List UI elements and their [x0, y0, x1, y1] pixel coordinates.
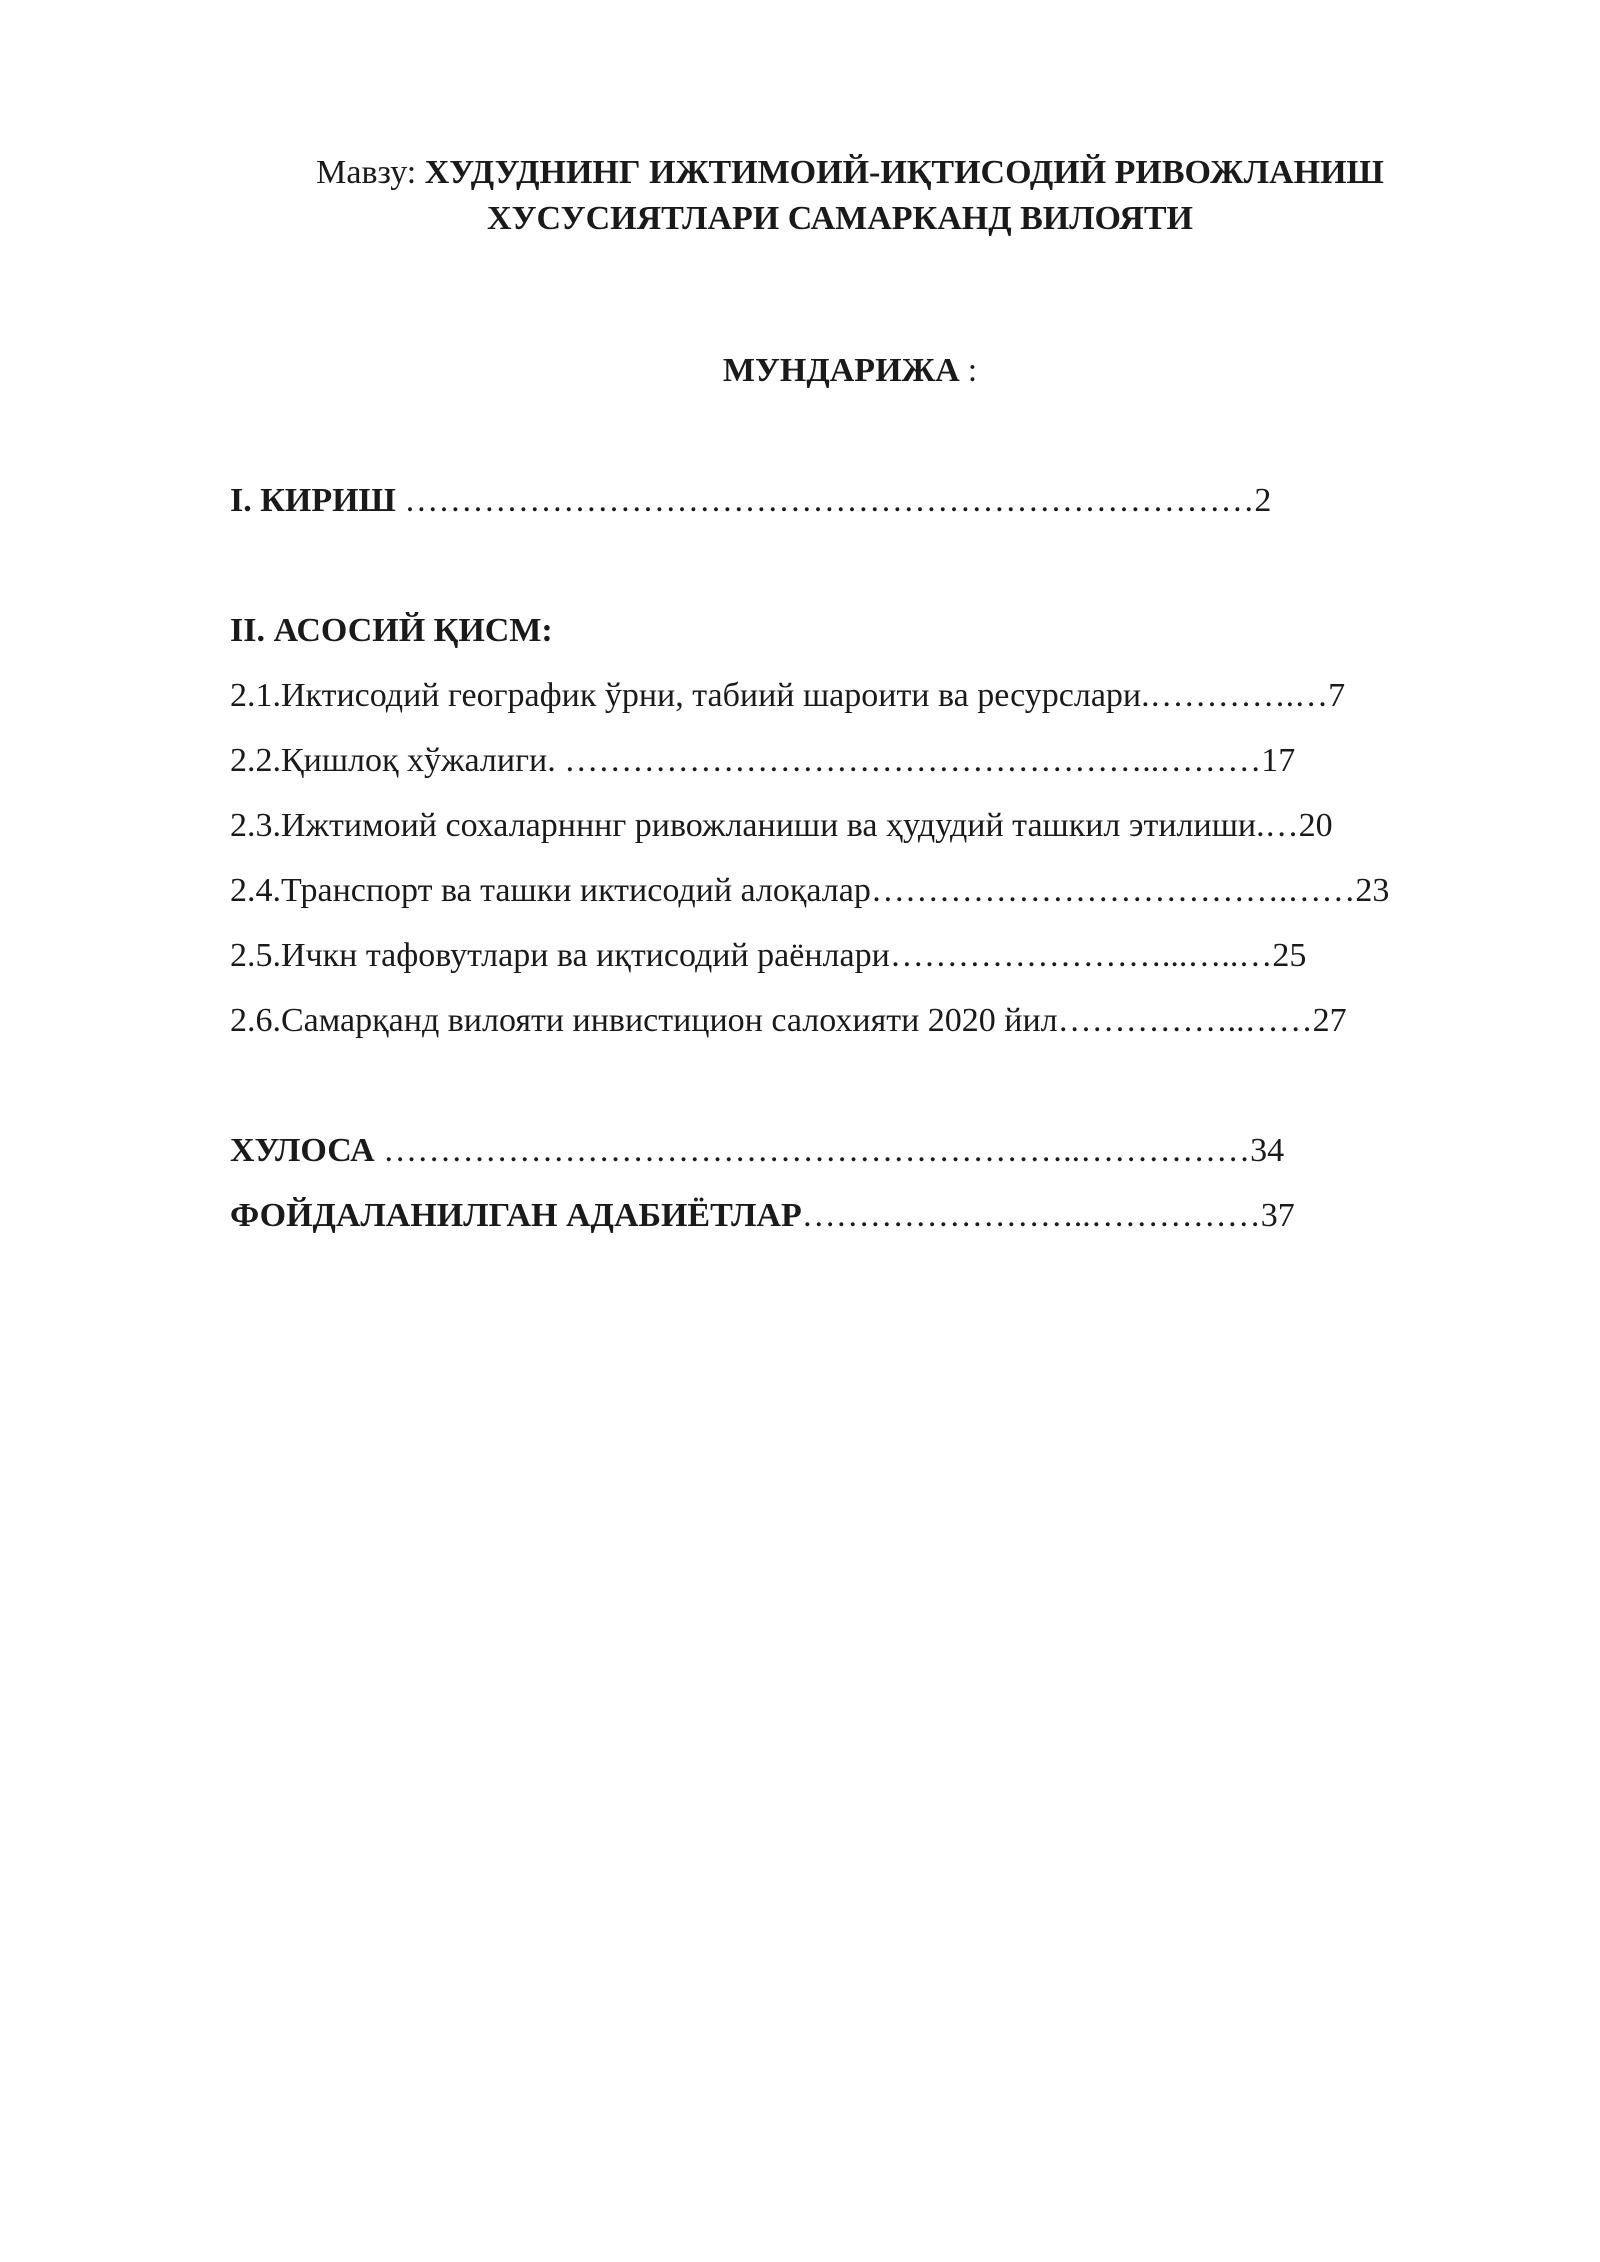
- topic-title-line-2: ХУСУСИЯТЛАРИ САМАРКАНД ВИЛОЯТИ: [487, 200, 1193, 237]
- toc-heading-colon: :: [967, 352, 978, 389]
- toc-entry-main-part: [230, 608, 553, 654]
- toc-entry-label: I. КИРИШ: [230, 482, 396, 519]
- toc-entry-section: [230, 998, 1347, 1044]
- toc-entry-label: II. АСОСИЙ ҚИСМ:: [230, 612, 553, 649]
- toc-entry-text: 2.2.Қишлоқ хўжалиги.: [230, 742, 565, 779]
- toc-entry-page: 27: [1312, 1002, 1347, 1039]
- toc-entry-label: ФОЙДАЛАНИЛГАН АДАБИЁТЛАР: [230, 1197, 802, 1234]
- topic-title: [0, 150, 1600, 242]
- toc-entry-page: 37: [1260, 1197, 1295, 1234]
- toc-entry-page: 23: [1355, 872, 1390, 909]
- toc-entry-page: 34: [1250, 1132, 1285, 1169]
- toc-entry-dots: ……………………………………………………..……………: [374, 1132, 1251, 1169]
- toc-entry-text: 2.3.Ижтимоий сохаларнннг ривожланиши ва ҳудудий ташкил этилиши.: [230, 807, 1265, 844]
- toc-entry-page: 20: [1298, 807, 1333, 844]
- toc-heading: [0, 348, 1600, 394]
- toc-entry-page: 25: [1272, 937, 1307, 974]
- toc-entry-dots: ……………………………………………..………: [564, 742, 1262, 779]
- toc-entry-text: 2.5.Ичкн тафовутлари ва иқтисодий раёнлари: [230, 937, 890, 974]
- toc-entry-section: [230, 933, 1306, 979]
- toc-heading-text: МУНДАРИЖА: [722, 352, 960, 389]
- toc-entry-section: [230, 803, 1333, 849]
- toc-entry-section: [230, 738, 1295, 784]
- toc-entry-text: 2.6.Самарқанд вилояти инвистицион салохияти 2020 йил: [230, 1002, 1058, 1039]
- toc-entry-section: [230, 868, 1389, 914]
- toc-entry-intro: [230, 478, 1271, 524]
- toc-entry-label: ХУЛОСА: [230, 1132, 375, 1169]
- toc-entry-page: 2: [1254, 482, 1272, 519]
- toc-entry-dots: …: [1264, 807, 1299, 844]
- toc-entry-conclusion: [230, 1128, 1284, 1174]
- toc-entry-page: 7: [1328, 677, 1346, 714]
- topic-title-line-1: [100, 150, 1600, 196]
- toc-entry-dots: ……………………..……………: [801, 1197, 1261, 1234]
- toc-entry-dots: ……………..……: [1057, 1002, 1313, 1039]
- topic-prefix: Мавзу:: [316, 154, 417, 191]
- topic-title-main: ХУДУДНИНГ ИЖТИМОИЙ-ИҚТИСОДИЙ РИВОЖЛАНИШ: [424, 154, 1384, 191]
- toc-entry-dots: ………….…: [1149, 677, 1329, 714]
- toc-entry-dots: ……………………………….……: [870, 872, 1356, 909]
- toc-entry-page: 17: [1261, 742, 1296, 779]
- toc-entry-text: 2.1.Иктисодий географик ўрни, табиий шароити ва ресурслари.: [230, 677, 1150, 714]
- toc-entry-dots: …………………………………………………………………: [395, 482, 1255, 519]
- toc-entry-references: [230, 1193, 1295, 1239]
- toc-entry-section: [230, 673, 1345, 719]
- toc-entry-text: 2.4.Транспорт ва ташки иктисодий алоқалар: [230, 872, 871, 909]
- toc-entry-dots: ……………………...…..…: [889, 937, 1273, 974]
